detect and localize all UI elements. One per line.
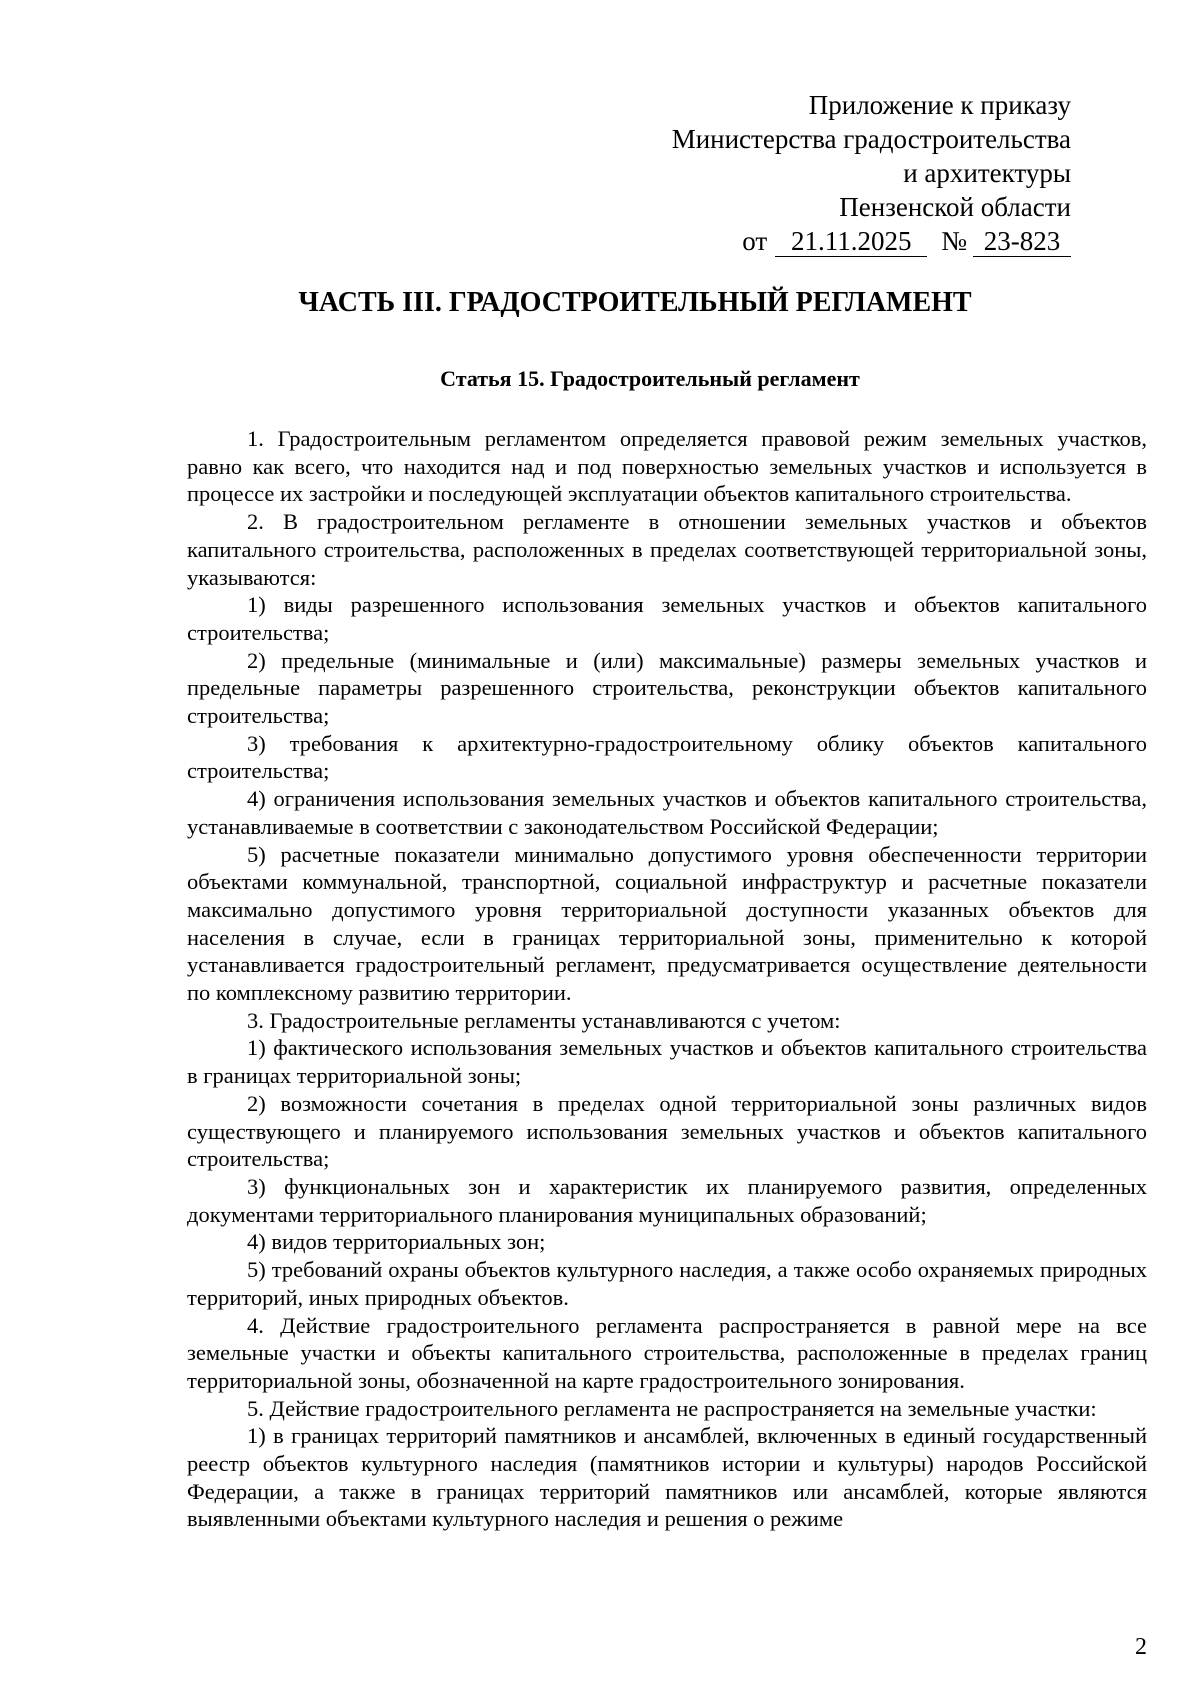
header-line-appendix: Приложение к приказу — [808, 90, 1071, 120]
paragraph: 1) виды разрешенного использования земельных участков и объектов капитального строительства; — [187, 592, 1147, 645]
article-body — [187, 425, 1147, 1533]
paragraph: 2. В градостроительном регламенте в отношении земельных участков и объектов капитального строительства, расположенных в пределах соответствующей территориальной зоны, указываются: — [187, 509, 1147, 590]
paragraph: 4) ограничения использования земельных участков и объектов капитального строительства, устанавливаемые в соответствии с законодательством Российской Федерации; — [187, 786, 1147, 839]
header-line-architecture: и архитектуры — [903, 158, 1071, 188]
order-date: 21.11.2025 — [775, 226, 927, 257]
paragraph: 5) требований охраны объектов культурного наследия, а также особо охраняемых природных территорий, иных природных объектов. — [187, 1257, 1147, 1310]
paragraph: 4. Действие градостроительного регламента распространяется в равной мере на все земельные участки и объекты капитального строительства, расположенные в пределах границ территориальной зоны, обозначенной на карте градостроительного зонирования. — [187, 1312, 1147, 1393]
order-number: 23-823 — [973, 226, 1071, 257]
paragraph: 1. Градостроительным регламентом определяется правовой режим земельных участков, равно как всего, что находится над и под поверхностью земельных участков и используется в процессе их застройки и последующей эксплуатации объектов капитального строительства. — [187, 426, 1147, 507]
paragraph: 4) видов территориальных зон; — [247, 1229, 546, 1255]
paragraph: 3) функциональных зон и характеристик их планируемого развития, определенных документами территориального планирования муниципальных образований; — [187, 1173, 1147, 1227]
order-date-number-line — [471, 224, 1071, 258]
article-title: Статья 15. Градостроительный регламент — [440, 366, 860, 391]
paragraph: 5. Действие градостроительного регламента не распространяется на земельные участки: — [247, 1395, 1097, 1421]
from-label: от — [742, 226, 768, 256]
header-line-ministry: Министерства градостроительства — [671, 124, 1071, 154]
paragraph: 3. Градостроительные регламенты устанавливаются с учетом: — [247, 1007, 841, 1033]
header-line-region: Пензенской области — [839, 192, 1071, 222]
page-number: 2 — [1135, 1634, 1147, 1660]
paragraph: 1) фактического использования земельных участков и объектов капитального строительства в границах территориальной зоны; — [187, 1035, 1147, 1089]
paragraph: 1) в границах территорий памятников и ансамблей, включенных в единый государственный реестр объектов культурного наследия (памятников истории и культуры) народов Российской Федерации, а также в границах территорий памятников или ансамблей, которые являются выявленными объектами культурного наследия и решения о режиме — [187, 1423, 1147, 1532]
paragraph: 3) требования к архитектурно-градостроительному облику объектов капитального строительства; — [187, 730, 1147, 784]
order-header — [471, 88, 1071, 258]
paragraph: 5) расчетные показатели минимально допустимого уровня обеспеченности территории объектами коммунальной, транспортной, социальной инфраструктур и расчетные показатели максимально допустимого уровня территориальной доступности указанных объектов для населения в случае, если в границах территориальной зоны, применительно к которой устанавливается градостроительный регламент, предусматривается осуществление деятельности по комплексному развитию территории. — [187, 841, 1147, 1006]
paragraph: 2) возможности сочетания в пределах одной территориальной зоны различных видов существующего и планируемого использования земельных участков и объектов капитального строительства; — [187, 1090, 1147, 1172]
paragraph: 2) предельные (минимальные и (или) максимальные) размеры земельных участков и предельные параметры разрешенного строительства, реконструкции объектов капитального строительства; — [187, 647, 1147, 729]
part-title: ЧАСТЬ III. ГРАДОСТРОИТЕЛЬНЫЙ РЕГЛАМЕНТ — [298, 287, 972, 318]
number-label: № — [941, 226, 967, 256]
